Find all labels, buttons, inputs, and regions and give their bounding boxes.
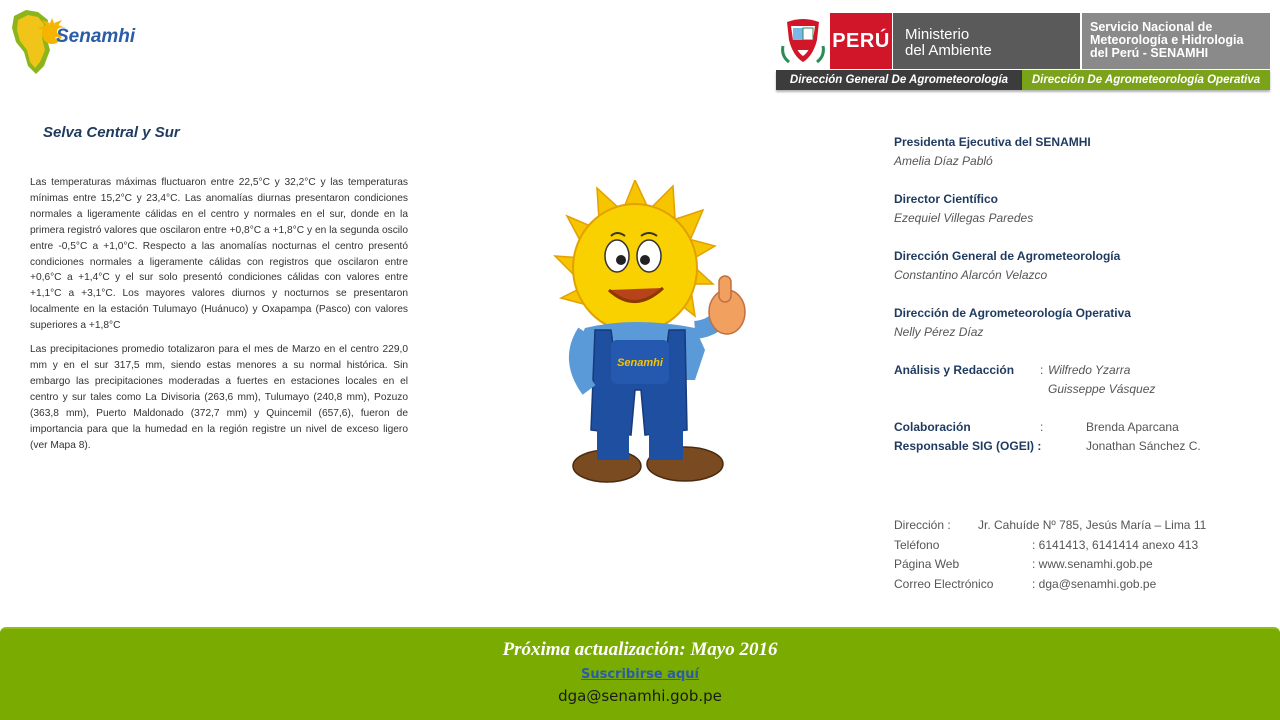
- credit-name: Nelly Pérez Díaz: [894, 325, 984, 339]
- tab-direccion-operativa[interactable]: Dirección De Agrometeorología Operativa: [1022, 70, 1270, 90]
- credit-scientific-director: [894, 190, 1264, 228]
- footer-email: dga@senamhi.gob.pe: [558, 687, 722, 705]
- credit-role: Dirección de Agrometeorología Operativa: [894, 306, 1131, 320]
- credit-operational-direction: [894, 304, 1264, 342]
- temperature-paragraph: Las temperaturas máximas fluctuaron entre 22,5°C y 32,2°C y las temperaturas mínimas entre 15,2°C y 23,4°C. Las anomalías diurnas presentaron condiciones normales a ligeramente cálidas en el centro y normales en el sur, donde en la primera registró valores que oscilaron entre +0,8°C a +1,8°C y en la segunda oscilo entre -0,5°C a +1,0°C. Respecto a las anomalías nocturnas el centro presentó condiciones normales a ligeramente cálidas con registros que oscilaron entre +0,6°C a +1,4°C y el sur solo presentó condiciones cálidas con valores entre +1,1°C a +3,1°C. Los mayores valores diurnos y nocturnos se presentaron localmente en la estación Tulumayo (Huánuco) y Oxapampa (Pasco) con valores superiores a +1,8°C: [30, 177, 408, 332]
- collab-separator: :: [1040, 420, 1044, 434]
- mascot-chest-text: Senamhi: [617, 357, 663, 369]
- analysis-separator: :: [1040, 363, 1044, 377]
- address-value: Jr. Cahuíde Nº 785, Jesús María – Lima 11: [978, 518, 1207, 532]
- coat-of-arms-icon: [781, 16, 825, 66]
- credit-sig: [894, 437, 1264, 456]
- credits-panel: [894, 133, 1264, 456]
- service-name: [1080, 13, 1270, 69]
- region-title: Selva Central y Sur: [43, 124, 180, 141]
- address-label: Dirección :: [894, 518, 951, 532]
- credit-role: Presidenta Ejecutiva del SENAMHI: [894, 135, 1091, 149]
- service-line1: Servicio Nacional de: [1090, 20, 1213, 34]
- sig-label: Responsable SIG (OGEI) :: [894, 439, 1042, 453]
- web-label: Página Web: [894, 557, 960, 571]
- phone-label: Teléfono: [894, 537, 940, 552]
- analysis-label: Análisis y Redacción: [894, 363, 1015, 377]
- credit-analysis-2: [894, 380, 1264, 399]
- contact-info: [894, 516, 1206, 594]
- service-line3: del Perú - SENAMHI: [1090, 46, 1209, 60]
- subscribe-link[interactable]: Suscribirse aquí: [581, 667, 699, 682]
- precipitation-paragraph: Las precipitaciones promedio totalizaron para el mes de Marzo en el centro 229,0 mm y en el sur 317,5 mm, siendo estas menores a su normal histórica. Sin embargo las precipitaciones moderadas a fuertes en estaciones locales en el centro y sur tales como La Divisoria (263,6 mm), Tulumayo (240,8 mm), Pozuzo (363,8 mm), Puerto Maldonado (372,7 mm) y Quincemil (657,6), fueron de importancia para que la humedad en la región registre un nivel de exceso ligero (ver Mapa 8).: [30, 344, 408, 451]
- credit-general-direction: [894, 247, 1264, 285]
- logo-text: Senamhi: [56, 26, 136, 47]
- email-value[interactable]: : dga@senamhi.gob.pe: [1032, 576, 1157, 591]
- phone-value: : 6141413, 6141414 anexo 413: [1032, 537, 1199, 552]
- ministry-line1: Ministerio: [905, 26, 970, 43]
- sun-mascot: [545, 180, 755, 490]
- credit-role: Director Científico: [894, 192, 999, 206]
- ministry-line2: del Ambiente: [905, 42, 992, 59]
- contact-web: [894, 555, 1206, 575]
- next-update-title: Próxima actualización: Mayo 2016: [502, 639, 778, 660]
- tab-direccion-general[interactable]: Dirección General De Agrometeorología: [776, 70, 1022, 90]
- contact-address: [894, 516, 1206, 536]
- region-body: [30, 175, 408, 461]
- credit-president: [894, 133, 1264, 171]
- direction-tabs: [776, 70, 1270, 90]
- analysis-name-1: Wilfredo Yzarra: [1048, 363, 1131, 377]
- collab-name: Brenda Aparcana: [1086, 420, 1179, 434]
- credit-name: Ezequiel Villegas Paredes: [894, 211, 1034, 225]
- sun-mascot-icon: [545, 180, 755, 490]
- credit-analysis: [894, 361, 1264, 380]
- credit-collaboration: [894, 418, 1264, 437]
- service-line2: Meteorología e Hidrologia: [1090, 33, 1244, 47]
- analysis-name-2: Guisseppe Vásquez: [1048, 382, 1156, 396]
- credit-name: Amelia Díaz Pabló: [894, 154, 993, 168]
- senamhi-logo: [8, 6, 158, 78]
- sig-name: Jonathan Sánchez C.: [1086, 439, 1201, 453]
- email-label: Correo Electrónico: [894, 576, 994, 591]
- contact-email: [894, 575, 1206, 595]
- ministry-banner: [776, 13, 1270, 69]
- credit-name: Constantino Alarcón Velazco: [894, 268, 1048, 282]
- contact-phone: [894, 536, 1206, 556]
- web-value[interactable]: : www.senamhi.gob.pe: [1032, 557, 1153, 571]
- peru-label: PERÚ: [830, 13, 892, 69]
- ministry-name: [892, 13, 1080, 69]
- footer-bar: [0, 627, 1280, 720]
- peru-shield: [776, 13, 830, 69]
- credit-role: Dirección General de Agrometeorología: [894, 249, 1121, 263]
- collab-label: Colaboración: [894, 420, 971, 434]
